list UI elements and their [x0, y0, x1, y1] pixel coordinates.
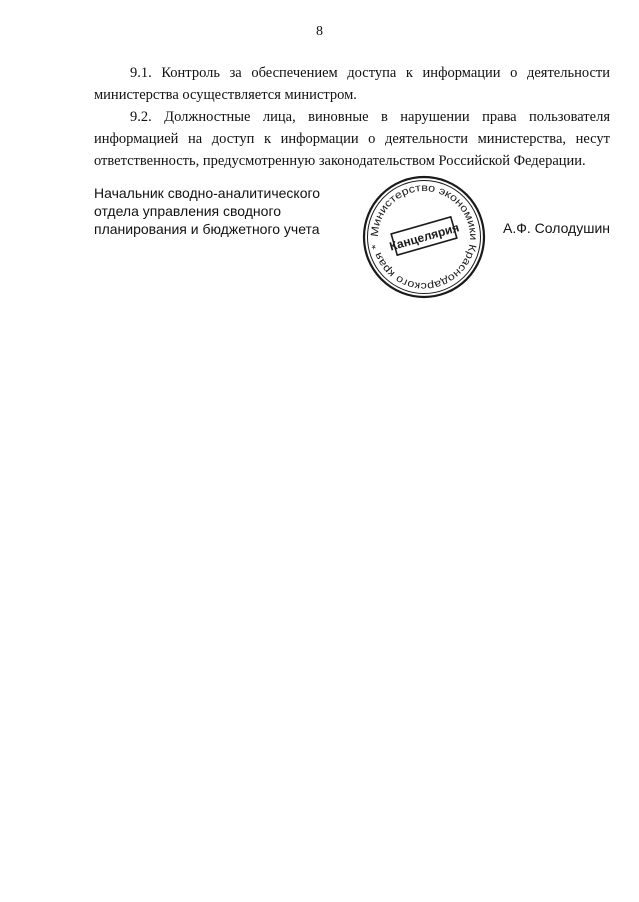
page-number: 8: [316, 24, 323, 39]
position-line: планирования и бюджетного учета: [94, 221, 320, 237]
signatory-position: [94, 184, 334, 238]
position-line: Начальник сводно-аналитического: [94, 185, 321, 201]
document-body: [94, 62, 610, 172]
paragraph-9-1: 9.1. Контроль за обеспечением доступа к информации о деятельности министерства осуществляется министром.: [94, 65, 610, 103]
office-stamp: [359, 172, 489, 302]
stamp-center-text: Канцелярия: [387, 220, 461, 254]
paragraph-9-2: 9.2. Должностные лица, виновные в нарушении права пользователя информацией на доступ к информации о деятельности министерства, несут ответственность, предусмотренную законодательством Российской Федерации.: [94, 109, 610, 169]
stamp-ring-text: Министерство экономики Краснодарского края *: [368, 181, 480, 293]
signer-name: А.Ф. Солодушин: [503, 220, 610, 236]
position-line: отдела управления сводного: [94, 203, 282, 219]
